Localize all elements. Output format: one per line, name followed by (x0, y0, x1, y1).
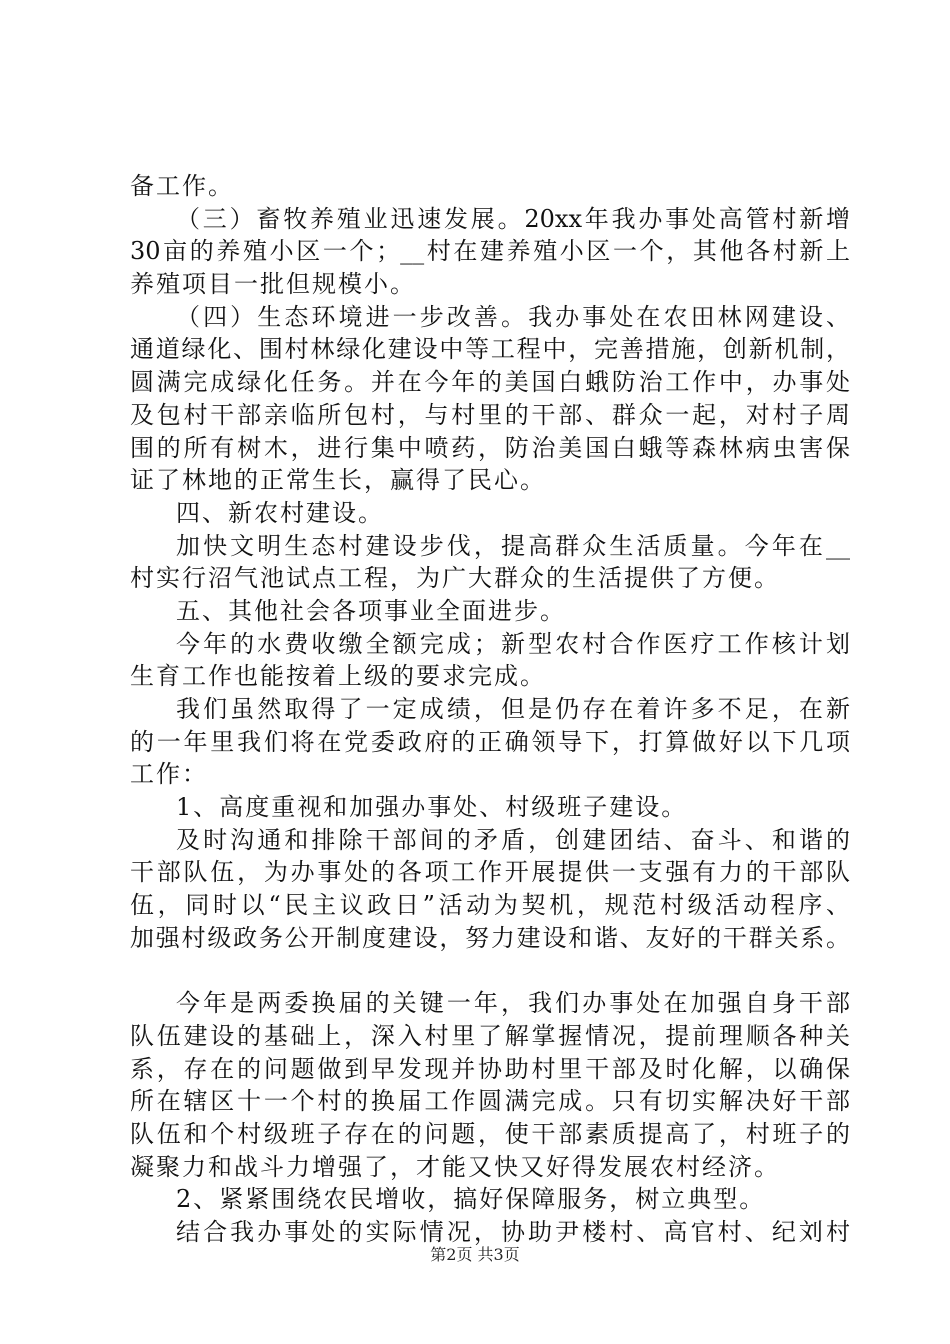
text-line: 养殖项目一批但规模小。 (130, 270, 416, 299)
text-line: 生育工作也能按着上级的要求完成。 (130, 662, 546, 691)
text-line: 及时沟通和排除干部间的矛盾，创建团结、奋斗、和谐的 (176, 825, 850, 854)
section-heading: 1、高度重视和加强办事处、村级班子建设。 (176, 793, 688, 822)
text-line: 及包村干部亲临所包村，与村里的干部、群众一起，对村子周 (130, 400, 850, 429)
text-line: 的一年里我们将在党委政府的正确领导下，打算做好以下几项 (130, 727, 850, 756)
section-heading: 2、紧紧围绕农民增收，搞好保障服务，树立典型。 (176, 1185, 766, 1214)
text-line: 干部队伍，为办事处的各项工作开展提供一支强有力的干部队 (130, 858, 850, 887)
text-line: 加快文明生态村建设步伐，提高群众生活质量。今年在__ (176, 531, 850, 560)
text-line: 系，存在的问题做到早发现并协助村里干部及时化解，以确保 (130, 1054, 850, 1083)
section-heading: 五、其他社会各项事业全面进步。 (176, 596, 566, 625)
document-body (130, 170, 850, 1249)
text-line: 队伍建设的基础上，深入村里了解掌握情况，提前理顺各种关 (130, 1021, 850, 1050)
text-line: 围的所有树木，进行集中喷药，防治美国白蛾等森林病虫害保 (130, 433, 850, 462)
text-line: 证了林地的正常生长，赢得了民心。 (130, 466, 546, 495)
text-line: 我们虽然取得了一定成绩，但是仍存在着许多不足，在新 (176, 695, 850, 723)
text-line: 队伍和个村级班子存在的问题，使干部素质提高了，村班子的 (130, 1119, 850, 1148)
text-line: 备工作。 (130, 172, 234, 200)
text-line: 加强村级政务公开制度建设，努力建设和谐、友好的干群关系。 (130, 923, 850, 952)
text-line: 伍，同时以“民主议政日”活动为契机，规范村级活动程序、 (130, 891, 850, 920)
text-line: 30亩的养殖小区一个；__村在建养殖小区一个，其他各村新上 (130, 237, 850, 266)
text-line: 今年的水费收缴全额完成；新型农村合作医疗工作核计划 (176, 629, 850, 658)
page-number-label: 第2页 共3页 (430, 1245, 520, 1264)
text-line: 工作： (130, 760, 208, 789)
text-line: 圆满完成绿化任务。并在今年的美国白蛾防治工作中，办事处 (130, 368, 850, 397)
text-line: 凝聚力和战斗力增强了，才能又快又好得发展农村经济。 (130, 1152, 780, 1181)
text-line: 结合我办事处的实际情况，协助尹楼村、高官村、纪刘村 (176, 1218, 850, 1246)
text-line: （四）生态环境进一步改善。我办事处在农田林网建设、 (176, 302, 850, 331)
text-line: 今年是两委换届的关键一年，我们办事处在加强自身干部 (176, 989, 850, 1018)
page-footer (0, 1243, 950, 1267)
text-line: 通道绿化、围村林绿化建设中等工程中，完善措施，创新机制， (130, 335, 850, 364)
text-line: 村实行沼气池试点工程，为广大群众的生活提供了方便。 (130, 564, 780, 593)
section-heading: 四、新农村建设。 (176, 498, 384, 527)
text-line: （三）畜牧养殖业迅速发展。20xx年我办事处高管村新增 (176, 204, 850, 233)
text-line: 所在辖区十一个村的换届工作圆满完成。只有切实解决好干部 (130, 1087, 850, 1116)
blank-line (130, 955, 850, 988)
